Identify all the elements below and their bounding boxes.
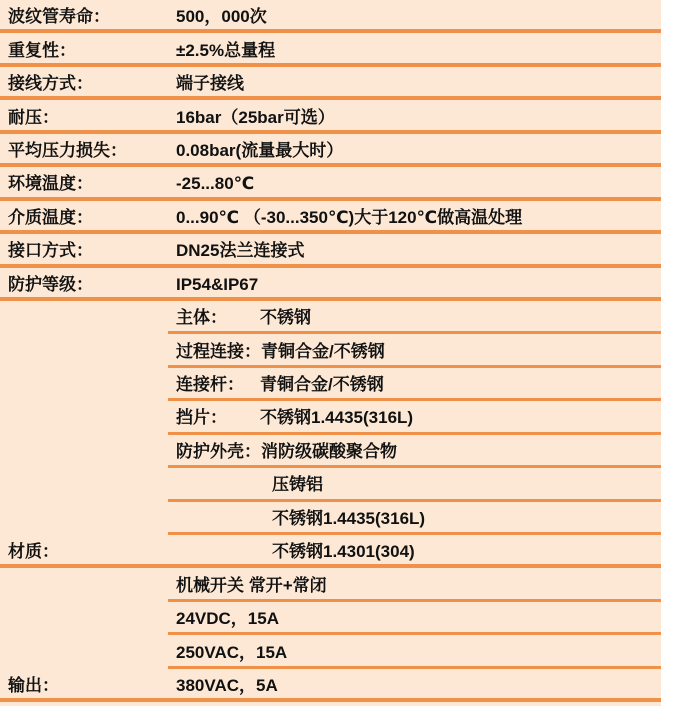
spec-row-value-cell [168,543,661,560]
spec-row-value: 压铸铝 [272,475,323,495]
spec-row [0,334,661,367]
spec-row-value-cell [168,42,661,59]
spec-row-label: 介质温度： [8,207,93,227]
spec-row [0,602,661,635]
spec-row-value: ±2.5%总量程 [176,40,276,60]
spec-row-value: 不锈钢 [260,308,311,328]
spec-row [0,435,661,468]
spec-row [0,301,661,334]
spec-row-value: 0.08bar(流量最大时） [176,140,344,160]
spec-row [0,502,661,535]
spec-row [0,568,661,601]
spec-row-label: 平均压力损失： [8,140,127,160]
spec-row [0,134,661,167]
spec-row-label: 材质： [8,542,59,562]
spec-row-value: 500，000次 [176,7,267,27]
spec-row-value-cell [168,209,661,226]
spec-row-label: 输出： [8,675,59,695]
spec-row-value: -25...80℃ [176,174,255,194]
spec-row-value-cell [168,677,661,694]
spec-row-value-cell [168,309,661,326]
spec-row-value: 不锈钢1.4301(304) [272,542,415,562]
spec-row [0,401,661,434]
spec-row [0,67,661,100]
spec-row-label: 接线方式： [8,74,93,94]
spec-row [0,535,661,568]
spec-row-value: 端子接线 [176,74,244,94]
spec-row-label: 防护等级： [8,274,93,294]
spec-row-value: 250VAC，15A [176,642,288,662]
spec-row-value: 不锈钢1.4435(316L) [260,408,414,428]
spec-row-value: 16bar（25bar可选） [176,107,335,127]
spec-row [0,635,661,668]
spec-row-sublabel: 防护外壳： [176,441,261,461]
spec-row-value-cell [168,75,661,92]
spec-row-value-cell [168,409,661,426]
spec-row-value: 不锈钢1.4435(316L) [272,508,426,528]
row-divider [0,698,661,702]
spec-row [0,0,661,33]
spec-row-label: 重复性： [8,40,76,60]
spec-row-sublabel: 连接杆： [176,375,244,395]
spec-row-value-cell [168,577,661,594]
spec-row-value: 青铜合金/不锈钢 [261,341,385,361]
spec-row-value-cell [168,242,661,259]
spec-row-value: IP54&IP67 [176,274,259,294]
spec-row [0,33,661,66]
spec-row [0,268,661,301]
spec-row-label: 环境温度： [8,174,93,194]
spec-row [0,368,661,401]
spec-row-value: 380VAC，5A [176,675,278,695]
spec-row-value: 0...90℃ （-30...350℃)大于120℃做高温处理 [176,207,523,227]
spec-row-label: 耐压： [8,107,59,127]
spec-row [0,167,661,200]
spec-row-sublabel: 挡片： [176,408,227,428]
spec-row-value-cell [168,175,661,192]
spec-row-value: DN25法兰连接式 [176,241,305,261]
spec-row-value-cell [168,109,661,126]
spec-row-value-cell [168,510,661,527]
spec-row [0,468,661,501]
spec-row-value: 24VDC，15A [176,609,279,629]
spec-row [0,100,661,133]
spec-row-label: 波纹管寿命： [8,7,110,27]
spec-row-value-cell [168,142,661,159]
spec-row-value-cell [168,376,661,393]
spec-row-sublabel: 主体： [176,308,227,328]
spec-row [0,669,661,702]
spec-row-value-cell [168,443,661,460]
spec-row-value-cell [168,343,661,360]
spec-row-value-cell [168,644,661,661]
spec-row [0,201,661,234]
spec-row-value: 消防级碳酸聚合物 [261,441,397,461]
spec-row-value: 青铜合金/不锈钢 [260,375,384,395]
spec-row-label: 接口方式： [8,241,93,261]
spec-row-sublabel: 过程连接： [176,341,261,361]
spec-row-value-cell [168,610,661,627]
spec-row-value-cell [168,476,661,493]
spec-row-value-cell [168,276,661,293]
spec-row [0,234,661,267]
spec-row-value-cell [168,8,661,25]
spec-row-value: 机械开关 常开+常闭 [176,575,327,595]
